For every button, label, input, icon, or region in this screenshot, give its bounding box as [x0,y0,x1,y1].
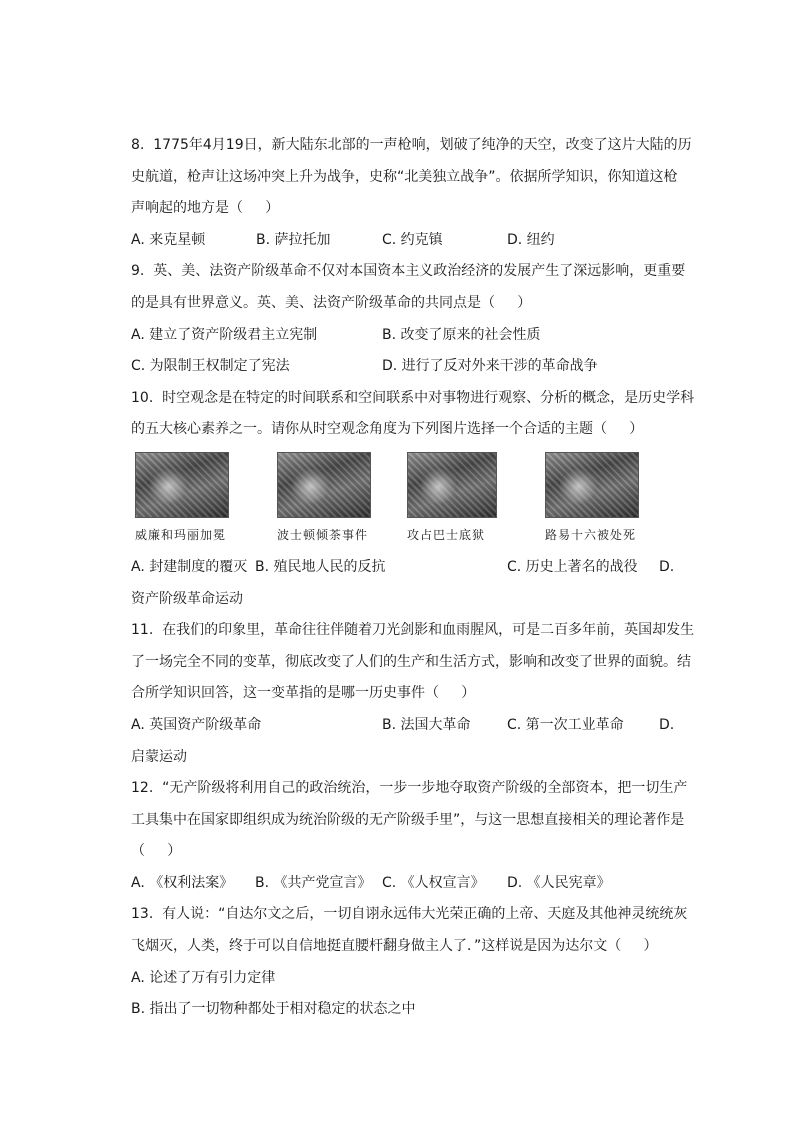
question-9-options-row-1 [131,320,671,352]
question-10-stem-line-1: 10. 时空观念是在特定的时间联系和空间联系中对事物进行观察、分析的概念，是历史学科 [131,389,695,406]
question-11-option-b: B. 法国大革命 [382,716,471,733]
question-13-option-b: B. 指出了一切物种都处于相对稳定的状态之中 [131,1001,416,1018]
question-8-option-a: A. 来克星顿 [131,231,206,248]
question-11-option-d: D. [659,716,675,733]
exam-page [131,130,695,1026]
question-8 [131,130,692,256]
question-12-stem-line-1: 12. “无产阶级将利用自己的政治统治，一步一步地夺取资产阶级的全部资本，把一切生产 [131,780,688,797]
question-9-option-d: D. 进行了反对外来干涉的革命战争 [382,358,598,375]
question-10-option-c: C. 历史上著名的战役 [507,558,638,575]
question-10-stem-line-2: 的五大核心素养之一。请你从时空观念角度为下列图片选择一个合适的主题（ ） [131,421,644,438]
question-10-option-d: D. [659,558,675,575]
question-12-option-d: D. 《人民宪章》 [507,874,611,891]
picture-4-image [545,452,639,518]
question-10-pictures [131,446,671,552]
question-8-stem-line-1: 8. 1775年4月19日，新大陆东北部的一声枪响，划破了纯净的天空，改变了这片大陆的历 [131,137,692,153]
question-10-option-a: A. 封建制度的覆灭 [131,558,248,575]
question-13 [131,899,688,1025]
picture-4-caption: 路易十六被处死 [545,527,637,542]
question-9-stem-line-2: 的是具有世界意义。英、美、法资产阶级革命的共同点是（ ） [131,294,532,311]
question-8-stem-line-2: 史航道，枪声让这场冲突上升为战争，史称“北美独立战争”。依据所学知识，你知道这枪 [131,168,678,185]
picture-1 [135,452,229,543]
question-9 [131,256,686,382]
question-8-stem-line-3: 声响起的地方是（ ） [131,200,280,217]
question-12-options [131,868,671,900]
question-11-stem-line-1: 11. 在我们的印象里，革命往往伴随着刀光剑影和血雨腥风，可是二百多年前，英国却发生 [131,622,695,639]
question-13-stem-line-2: 飞烟灭，人类，终于可以自信地挺直腰杆翻身做主人了．”这样说是因为达尔文（ ） [131,938,658,955]
picture-2-image [277,452,371,518]
question-12-option-b: B. 《共产党宣言》 [255,874,372,891]
question-13-stem-line-1: 13. 有人说：“自达尔文之后，一切自诩永远伟大光荣正确的上帝、天庭及其他神灵统统灰 [131,906,688,923]
question-10-option-b: B. 殖民地人民的反抗 [255,558,386,575]
question-9-option-a: A. 建立了资产阶级君主立宪制 [131,326,318,343]
picture-3-caption: 攻占巴士底狱 [407,527,486,542]
question-9-option-b: B. 改变了原来的社会性质 [382,326,541,343]
picture-4 [545,452,639,543]
question-8-option-c: C. 约克镇 [382,231,443,248]
question-11-option-c: C. 第一次工业革命 [507,716,624,733]
question-12-stem-line-2: 工具集中在国家即组织成为统治阶级的无产阶级手里”，与这一思想直接相关的理论著作是 [131,811,685,828]
question-10 [131,383,695,615]
picture-1-caption: 威廉和玛丽加冕 [135,527,227,542]
question-12-option-c: C. 《人权宣言》 [382,874,485,891]
question-11-stem-line-2: 了一场完全不同的变革，彻底改变了人们的生产和生活方式，影响和改变了世界的面貌。结 [131,653,691,670]
picture-1-image [135,452,229,518]
question-8-option-b: B. 萨拉托加 [256,231,331,248]
picture-2-caption: 波士顿倾茶事件 [277,527,369,542]
picture-2 [277,452,371,543]
question-11-options [131,710,675,742]
question-12-option-a: A. 《权利法案》 [131,874,234,891]
question-11-option-a: A. 英国资产阶级革命 [131,716,262,733]
question-10-option-d-text: 资产阶级革命运动 [131,590,243,607]
question-11-option-d-text: 启蒙运动 [131,748,187,765]
question-9-stem-line-1: 9. 英、美、法资产阶级革命不仅对本国资本主义政治经济的发展产生了深远影响，更重要 [131,263,686,280]
question-12 [131,773,688,899]
question-8-options [131,225,671,257]
question-11 [131,615,695,773]
question-11-stem-line-3: 合所学知识回答，这一变革指的是哪一历史事件（ ） [131,685,476,702]
question-8-option-d: D. 纽约 [507,231,555,248]
question-12-stem-line-3: （ ） [131,843,182,860]
question-9-options-row-2 [131,351,671,383]
question-9-option-c: C. 为限制王权制定了宪法 [131,358,290,375]
picture-3 [407,452,497,543]
question-10-options [131,552,675,584]
question-13-option-a: A. 论述了万有引力定律 [131,969,276,986]
picture-3-image [407,452,497,518]
